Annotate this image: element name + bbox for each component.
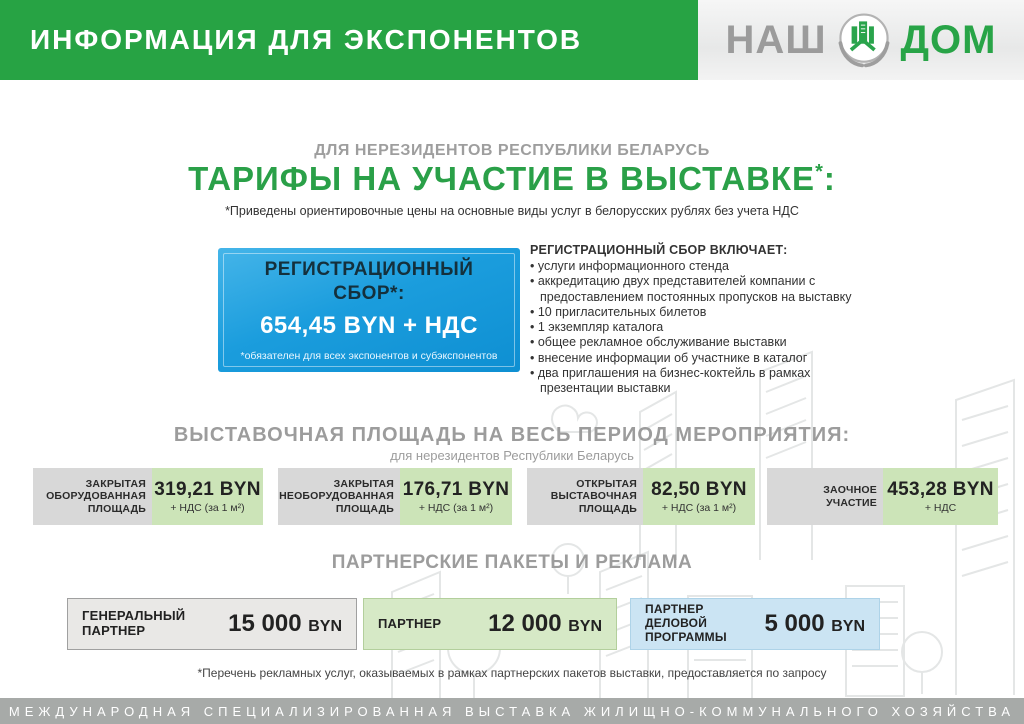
page-title: ИНФОРМАЦИЯ ДЛЯ ЭКСПОНЕНТОВ (30, 24, 583, 55)
registration-includes-block (530, 243, 860, 396)
partner-card-label: ПАРТНЕР (378, 615, 442, 631)
area-card-price: 319,21 BYN (154, 479, 261, 500)
registration-includes-title: РЕГИСТРАЦИОННЫЙ СБОР ВКЛЮЧАЕТ: (530, 243, 788, 257)
partner-card-business-program (630, 598, 880, 650)
area-card-price-box (400, 468, 512, 525)
partner-card-label: ГЕНЕРАЛЬНЫЙ ПАРТНЕР (82, 608, 186, 638)
area-section-subheading: для нерезидентов Республики Беларусь (390, 448, 634, 463)
registration-fee-price: 654,45 BYN + НДС (260, 312, 478, 340)
partner-card-general (67, 598, 357, 650)
partner-card-price: 15 000 BYN (228, 610, 342, 637)
partner-card-partner (363, 598, 617, 650)
header-bar (0, 0, 1024, 80)
partner-card-price: 5 000 BYN (764, 610, 865, 637)
area-card-price-note: + НДС (за 1 м²) (170, 502, 245, 514)
kicker-nonresidents: ДЛЯ НЕРЕЗИДЕНТОВ РЕСПУБЛИКИ БЕЛАРУСЬ (314, 142, 710, 159)
area-card-price-box (152, 468, 263, 525)
logo-panel (698, 0, 1024, 80)
area-card-label: ЗАОЧНОЕ УЧАСТИЕ (767, 468, 883, 525)
area-section-heading: ВЫСТАВОЧНАЯ ПЛОЩАДЬ НА ВЕСЬ ПЕРИОД МЕРОПРИЯТИЯ: (173, 424, 851, 446)
area-card-label: ЗАКРЫТАЯ НЕОБОРУДОВАННАЯ ПЛОЩАДЬ (278, 468, 400, 525)
registration-fee-box-inner (223, 253, 515, 367)
area-card-price-box (643, 468, 755, 525)
main-title: ТАРИФЫ НА УЧАСТИЕ В ВЫСТАВКЕ*: (188, 160, 836, 197)
list-item: • внесение информации об участнике в каталог (530, 351, 860, 366)
header-green-band (0, 0, 698, 80)
list-item: • два приглашения на бизнес-коктейль в рамках презентации выставки (530, 366, 860, 397)
area-card-open (527, 468, 755, 525)
area-card-label: ОТКРЫТАЯ ВЫСТАВОЧНАЯ ПЛОЩАДЬ (527, 468, 643, 525)
footer-text: МЕЖДУНАРОДНАЯ СПЕЦИАЛИЗИРОВАННАЯ ВЫСТАВКА ЖИЛИЩНО-КОММУНАЛЬНОГО ХОЗЯЙСТВА (8, 703, 1016, 719)
partner-card-price: 12 000 BYN (488, 610, 602, 637)
area-card-price-note: + НДС (за 1 м²) (661, 502, 737, 514)
footer-bar (0, 698, 1024, 724)
area-card-price: 82,50 BYN (651, 479, 747, 500)
area-card-label: ЗАКРЫТАЯ ОБОРУДОВАННАЯ ПЛОЩАДЬ (33, 468, 152, 525)
logo-text-dom: ДОМ (900, 17, 997, 62)
partner-card-label: ПАРТНЕР ДЕЛОВОЙ ПРОГРАММЫ (645, 602, 727, 644)
registration-fee-footnote: *обязателен для всех экспонентов и субэкспонентов (240, 350, 498, 363)
area-card-price-note: + НДС (924, 502, 957, 514)
list-item: • 1 экземпляр каталога (530, 320, 860, 335)
area-card-price: 176,71 BYN (402, 479, 510, 500)
registration-fee-box (218, 248, 520, 372)
logo-text-nash: НАШ (725, 17, 827, 62)
list-item: • аккредитацию двух представителей компании с предоставлением постоянных пропусков на выставку (530, 274, 860, 305)
registration-fee-title: РЕГИСТРАЦИОННЫЙ СБОР*: (264, 258, 474, 304)
registration-includes-list (530, 259, 860, 396)
area-card-price-box (883, 468, 998, 525)
house-in-hands-icon (833, 9, 895, 71)
area-card-closed-unequipped (278, 468, 512, 525)
title-asterisk: * (815, 161, 824, 183)
partners-section-heading: ПАРТНЕРСКИЕ ПАКЕТЫ И РЕКЛАМА (331, 552, 693, 573)
pricing-note: *Приведены ориентировочные цены на основные виды услуг в белорусских рублях без учета НДС (225, 204, 799, 218)
area-card-remote (767, 468, 998, 525)
area-card-price-note: + НДС (за 1 м²) (418, 502, 494, 514)
list-item: • общее рекламное обслуживание выставки (530, 335, 860, 350)
list-item: • 10 пригласительных билетов (530, 305, 860, 320)
list-item: • услуги информационного стенда (530, 259, 860, 274)
partners-footnote: *Перечень рекламных услуг, оказываемых в рамках партнерских пакетов выставки, предоставляется по запросу (197, 666, 827, 680)
area-card-price: 453,28 BYN (887, 479, 994, 500)
area-card-closed-equipped (33, 468, 263, 525)
